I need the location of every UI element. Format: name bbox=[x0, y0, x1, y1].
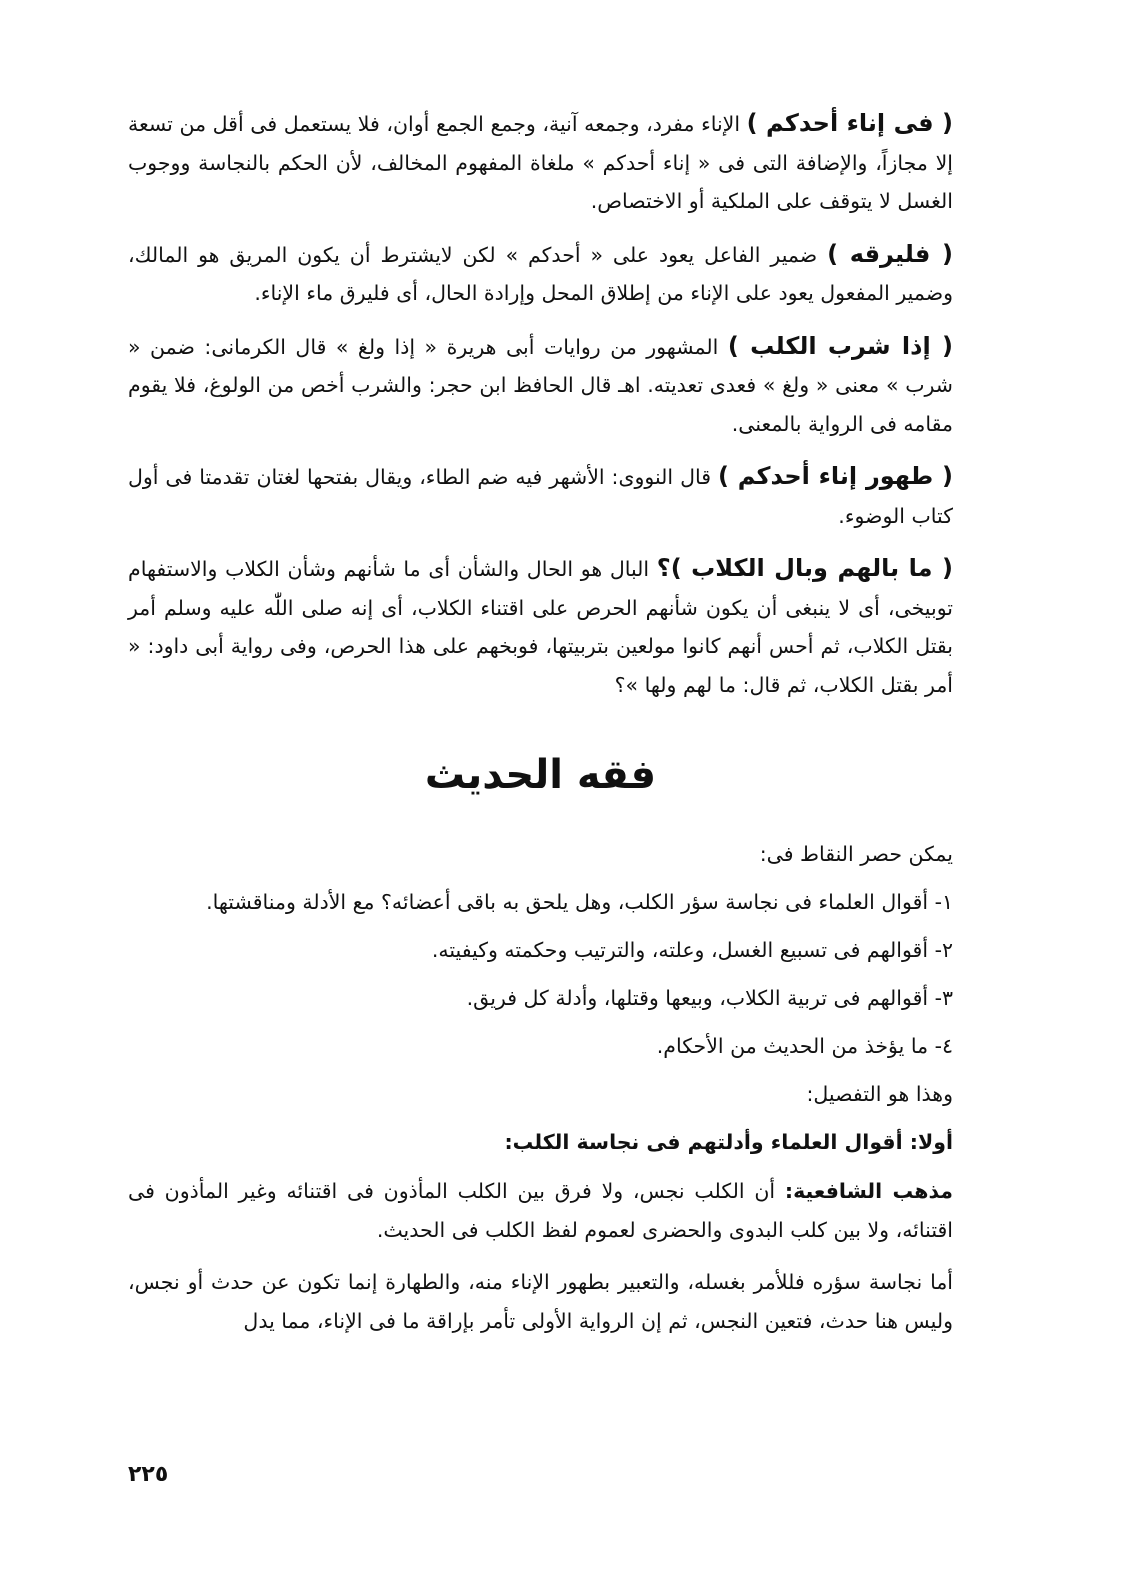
list-item: ٤- ما يؤخذ من الحديث من الأحكام. bbox=[656, 1034, 953, 1058]
paragraph-ma-baluhum bbox=[128, 549, 953, 704]
explanation-idha-shariba-al-kalb: المشهور من روايات أبى هريرة « إذا ولغ » قال الكرمانى: ضمن « شرب » معنى « ولغ » فعدى تعديته. اهـ قال الحافظ ابن حجر: والشرب أخص من الولوغ، فلا يقوم مقامه فى الرواية بالمعنى. bbox=[128, 334, 953, 436]
explanation-falyuriqhu: ضمير الفاعل يعود على « أحدكم » لكن لايشترط أن يكون المريق هو المالك، وضمير المفعول يعود على الإناء من إطلاق المحل وإرادة الحال، أى فليرق ماء الإناء. bbox=[128, 242, 953, 305]
explanation-fi-ina-ahadikum: الإناء مفرد، وجمعه آنية، وجمع الجمع أوان، فلا يستعمل فى أقل من تسعة إلا مجازاً، والإضافة التى فى « إناء أحدكم » ملغاة المفهوم المخالف، لأن الحكم بالنجاسة ووجوب الغسل لا يتوقف على الملكية أو الاختصاص. bbox=[128, 112, 953, 213]
subheading: أولا: أقوال العلماء وأدلتهم فى نجاسة الكلب: bbox=[504, 1130, 953, 1154]
points-list bbox=[128, 884, 953, 1064]
page-number: ٢٢٥ bbox=[128, 1462, 169, 1487]
points-intro: يمكن حصر النقاط فى: bbox=[759, 842, 953, 866]
paragraph-tuhur-ina-ahadikum bbox=[128, 457, 953, 535]
paragraph-idha-shariba-al-kalb bbox=[128, 327, 953, 444]
explanation-ma-baluhum: البال هو الحال والشأن أى ما شأنهم وشأن الكلاب والاستفهام توبيخى، أى لا ينبغى أن يكون شأنهم الحرص على اقتناء الكلاب، أى إنه صلى اللّٰه عليه وسلم أمر بقتل الكلاب، ثم أحس أنهم كانوا مولعين بتربيتها، فوبخهم على هذا الحرص، وفى رواية أبى داود: « أمر بقتل الكلاب، ثم قال: ما لهم ولها »؟ bbox=[128, 557, 953, 697]
paragraph-shafii bbox=[128, 1172, 953, 1249]
term-fi-ina-ahadikum: ( فى إناء أحدكم ) bbox=[746, 109, 953, 137]
paragraph-falyuriqhu bbox=[128, 235, 953, 313]
term-tuhur-ina-ahadikum: ( طهور إناء أحدكم ) bbox=[717, 462, 953, 490]
explanation-shafii: أن الكلب نجس، ولا فرق بين الكلب المأذون فى اقتنائه وغير المأذون فى اقتنائه، ولا بين كلب البدوى والحضرى لعموم لفظ الكلب فى الحديث. bbox=[128, 1179, 953, 1242]
detail-intro: وهذا هو التفصيل: bbox=[806, 1082, 953, 1106]
term-shafii: مذهب الشافعية: bbox=[784, 1179, 953, 1203]
section-title: فقه الحديث bbox=[424, 752, 657, 798]
term-idha-shariba-al-kalb: ( إذا شرب الكلب ) bbox=[727, 331, 953, 360]
paragraph-najasat-suurihi: أما نجاسة سؤره فللأمر بغسله، والتعبير بطهور الإناء منه، والطهارة إنما تكون عن حدث أو نجس، وليس هنا حدث، فتعين النجس، ثم إن الرواية الأولى تأمر بإراقة ما فى الإناء، مما يدل bbox=[128, 1270, 953, 1333]
term-falyuriqhu: ( فليرقه ) bbox=[827, 239, 954, 268]
term-ma-baluhum: ( ما بالهم وبال الكلاب )؟ bbox=[656, 554, 953, 582]
list-item: ١- أقوال العلماء فى نجاسة سؤر الكلب، وهل يلحق به باقى أعضائه؟ مع الأدلة ومناقشتها. bbox=[206, 890, 953, 914]
list-item: ٢- أقوالهم فى تسبيع الغسل، وعلته، والترتيب وحكمته وكيفيته. bbox=[431, 938, 953, 962]
explanation-tuhur-ina-ahadikum: قال النووى: الأشهر فيه ضم الطاء، ويقال بفتحها لغتان تقدمتا فى أول كتاب الوضوء. bbox=[128, 465, 953, 528]
paragraph-fi-ina-ahadikum bbox=[128, 104, 953, 221]
list-item: ٣- أقوالهم فى تربية الكلاب، وبيعها وقتلها، وأدلة كل فريق. bbox=[466, 986, 953, 1010]
